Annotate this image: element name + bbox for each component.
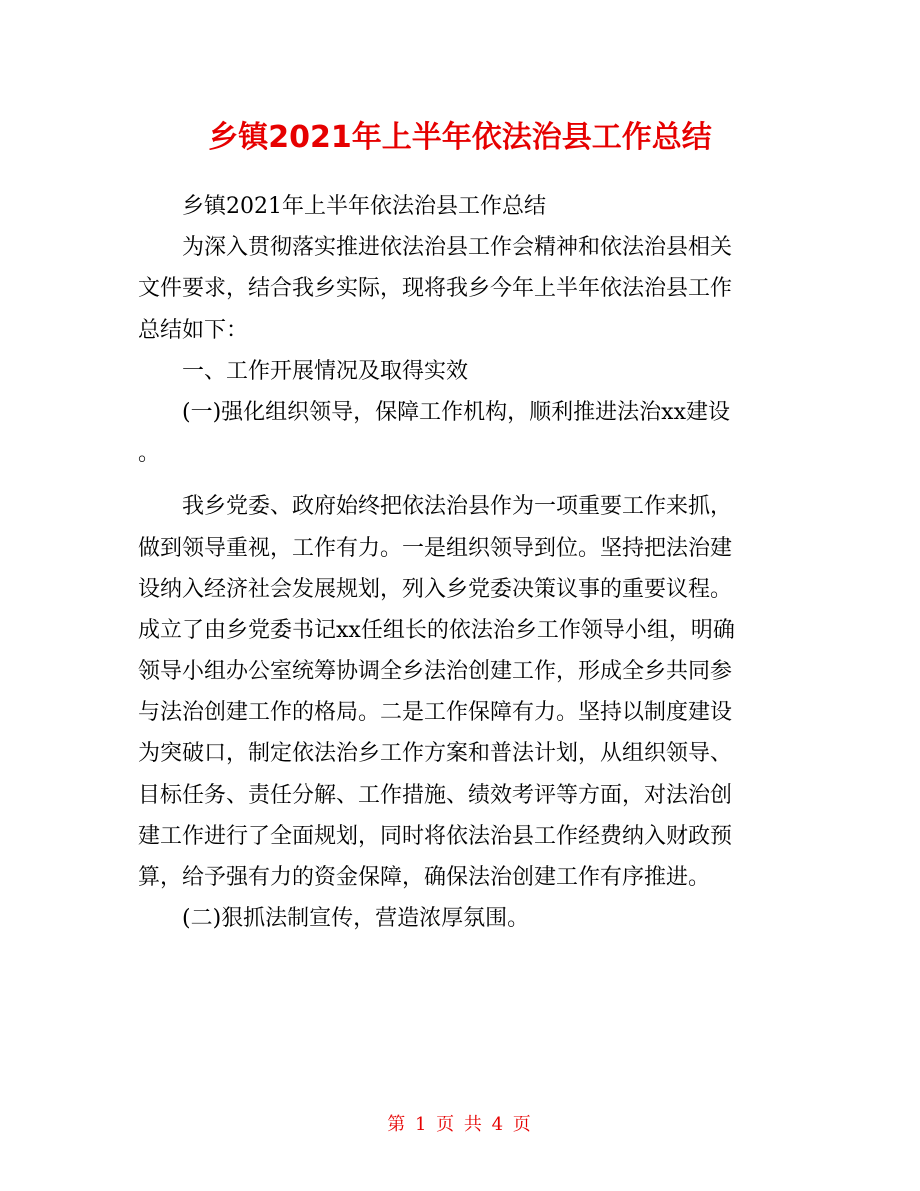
page-number-footer: 第 1 页 共 4 页 [387,1114,533,1135]
paragraph-line: 设纳入经济社会发展规划，列入乡党委决策议事的重要议程。 [138,576,733,602]
paragraph-line: 领导小组办公室统筹协调全乡法治创建工作，形成全乡共同参 [138,659,733,685]
paragraph-line: 我乡党委、政府始终把依法治县作为一项重要工作来抓， [182,494,733,520]
paragraph-line: 为突破口，制定依法治乡工作方案和普法计划，从组织领导、 [138,741,733,767]
document-title: 乡镇2021年上半年依法治县工作总结 [208,120,712,155]
paragraph-line: 为深入贯彻落实推进依法治县工作会精神和依法治县相关 [182,235,733,261]
document-body [138,186,784,939]
subsection-heading: (二)狠抓法制宣传，营造浓厚氛围。 [182,906,530,932]
paragraph-line: 做到领导重视，工作有力。一是组织领导到位。坚持把法治建 [138,535,733,561]
paragraph-line: 算，给予强有力的资金保障，确保法治创建工作有序推进。 [138,865,711,890]
paragraph-line: 乡镇2021年上半年依法治县工作总结 [182,194,546,219]
paragraph-line: 目标任务、责任分解、工作措施、绩效考评等方面，对法治创 [138,782,733,808]
paragraph-line: 。 [138,441,161,467]
paragraph-line: 总结如下： [138,317,249,343]
subsection-heading: (一)强化组织领导，保障工作机构，顺利推进法治xx建设 [182,399,730,425]
section-heading: 一、工作开展情况及取得实效 [182,358,469,384]
paragraph-line: 与法治创建工作的格局。二是工作保障有力。坚持以制度建设 [138,700,733,726]
paragraph-line: 文件要求，结合我乡实际，现将我乡今年上半年依法治县工作 [138,276,733,302]
paragraph-line: 建工作进行了全面规划，同时将依法治县工作经费纳入财政预 [138,823,733,849]
paragraph-line: 成立了由乡党委书记xx任组长的依法治乡工作领导小组，明确 [138,617,735,643]
